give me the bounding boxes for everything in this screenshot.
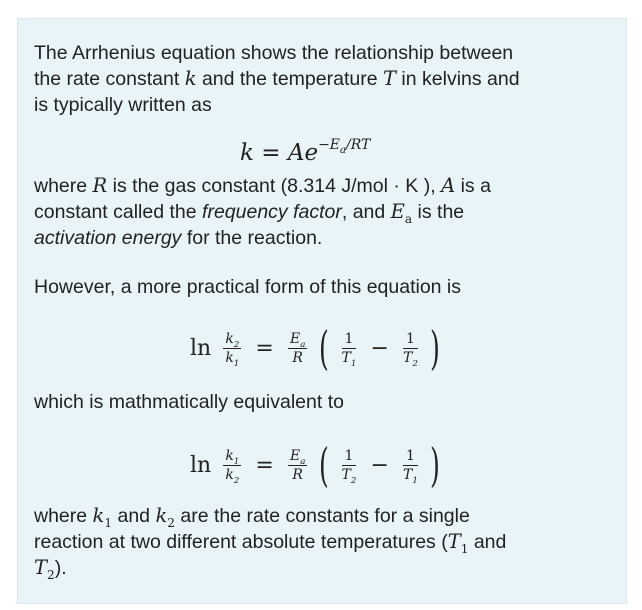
var-T2-sub: 2 <box>47 567 55 582</box>
fraction-k1-k2 <box>223 447 241 486</box>
eq-ln: ln <box>190 452 212 478</box>
eq-minus: − <box>370 452 389 478</box>
eq-minus: − <box>370 335 389 361</box>
final-text: are the rate constants for a single <box>180 505 470 527</box>
final-text: where <box>34 505 88 527</box>
final-text: ). <box>54 557 67 579</box>
var-T2: T <box>34 556 48 579</box>
frac-den: T <box>341 466 351 483</box>
var-T1: T <box>447 530 461 553</box>
left-paren: ( <box>319 438 330 492</box>
fraction-Ea-R <box>288 448 307 483</box>
right-paren: ) <box>430 321 440 375</box>
right-paren: ) <box>430 438 440 492</box>
fraction-1-T1 <box>341 330 357 369</box>
frac-den: T <box>341 349 351 366</box>
eq-exp-sub: a <box>340 145 346 157</box>
frac-den-sub: 1 <box>350 358 357 369</box>
eq-exp-tail: /RT <box>346 137 371 154</box>
var-k2-sub: 2 <box>167 515 175 530</box>
frac-den: k <box>225 349 234 366</box>
intro-text: in kelvins and <box>401 68 520 90</box>
frac-den: T <box>403 466 413 483</box>
frac-num-sub: 1 <box>233 456 240 467</box>
desc-text: is the <box>417 201 465 223</box>
frac-num: 1 <box>403 331 418 349</box>
log-form-equation <box>190 321 444 375</box>
frac-num: E <box>289 447 301 464</box>
var-Ea-sub: a <box>404 211 413 226</box>
intro-line-3: is typically written as <box>34 94 212 116</box>
fraction-1-T2 <box>403 330 418 369</box>
frac-num: 1 <box>342 448 357 466</box>
desc-text: where <box>34 175 88 197</box>
var-T: T <box>382 67 396 90</box>
frac-num: 1 <box>342 331 357 349</box>
frac-den-sub: 2 <box>350 475 357 486</box>
var-Ea: E <box>390 200 405 223</box>
fraction-1-T1 <box>403 447 418 486</box>
var-k1: k <box>92 504 105 527</box>
fraction-k2-k1 <box>223 330 241 369</box>
term-frequency-factor: frequency factor <box>202 201 342 223</box>
equivalent-equation <box>190 438 444 492</box>
desc-text: , and <box>341 201 386 223</box>
intro-paragraph <box>34 40 604 118</box>
final-text: and <box>473 531 507 553</box>
frac-den: R <box>292 349 303 366</box>
frac-den: k <box>225 466 234 483</box>
eq-equals: = <box>255 452 274 478</box>
frac-num: k <box>225 330 234 347</box>
frac-num-sub: 2 <box>233 339 240 350</box>
frac-num-sub: a <box>300 456 306 467</box>
frac-num: E <box>289 330 301 347</box>
desc-text: for the reaction. <box>186 227 323 249</box>
eq-ln: ln <box>190 335 212 361</box>
eq-Ae: Ae <box>287 140 319 166</box>
desc-text: constant called the <box>34 201 197 223</box>
description-paragraph <box>34 173 604 251</box>
intro-text: the rate constant <box>34 68 180 90</box>
final-text: reaction at two different absolute temperatures ( <box>34 531 448 553</box>
intro-line-1: The Arrhenius equation shows the relationship between <box>34 42 514 64</box>
final-text: and <box>117 505 151 527</box>
fraction-Ea-R <box>288 331 307 366</box>
var-k: k <box>184 67 197 90</box>
intro-text: and the temperature <box>201 68 378 90</box>
fraction-1-T2 <box>341 447 357 486</box>
frac-den: T <box>403 349 413 366</box>
frac-num: 1 <box>403 448 418 466</box>
frac-num-sub: a <box>300 339 306 350</box>
frac-num: k <box>225 447 234 464</box>
var-k2: k <box>155 504 168 527</box>
var-k1-sub: 1 <box>104 515 113 530</box>
var-A: A <box>441 174 456 197</box>
term-activation-energy: activation energy <box>34 227 182 249</box>
frac-den-sub: 1 <box>412 475 418 486</box>
eq-equals: = <box>261 140 281 166</box>
frac-den-sub: 2 <box>233 475 240 486</box>
eq-equals: = <box>255 335 274 361</box>
var-R: R <box>92 174 108 197</box>
desc-gas-constant: is the gas constant (8.314 J/mol · K ), <box>112 175 436 197</box>
eq-k: k <box>240 140 254 166</box>
left-paren: ( <box>319 321 330 375</box>
final-paragraph <box>34 503 604 581</box>
frac-den: R <box>292 466 303 483</box>
frac-den-sub: 2 <box>412 358 418 369</box>
eq-exp-E: −E <box>318 137 341 154</box>
equivalent-text: which is mathmatically equivalent to <box>34 391 344 413</box>
practical-form-text: However, a more practical form of this equation is <box>34 276 462 298</box>
arrhenius-equation <box>240 137 371 166</box>
var-T1-sub: 1 <box>460 541 469 556</box>
desc-text: is a <box>460 175 491 197</box>
frac-den-sub: 1 <box>233 358 240 369</box>
